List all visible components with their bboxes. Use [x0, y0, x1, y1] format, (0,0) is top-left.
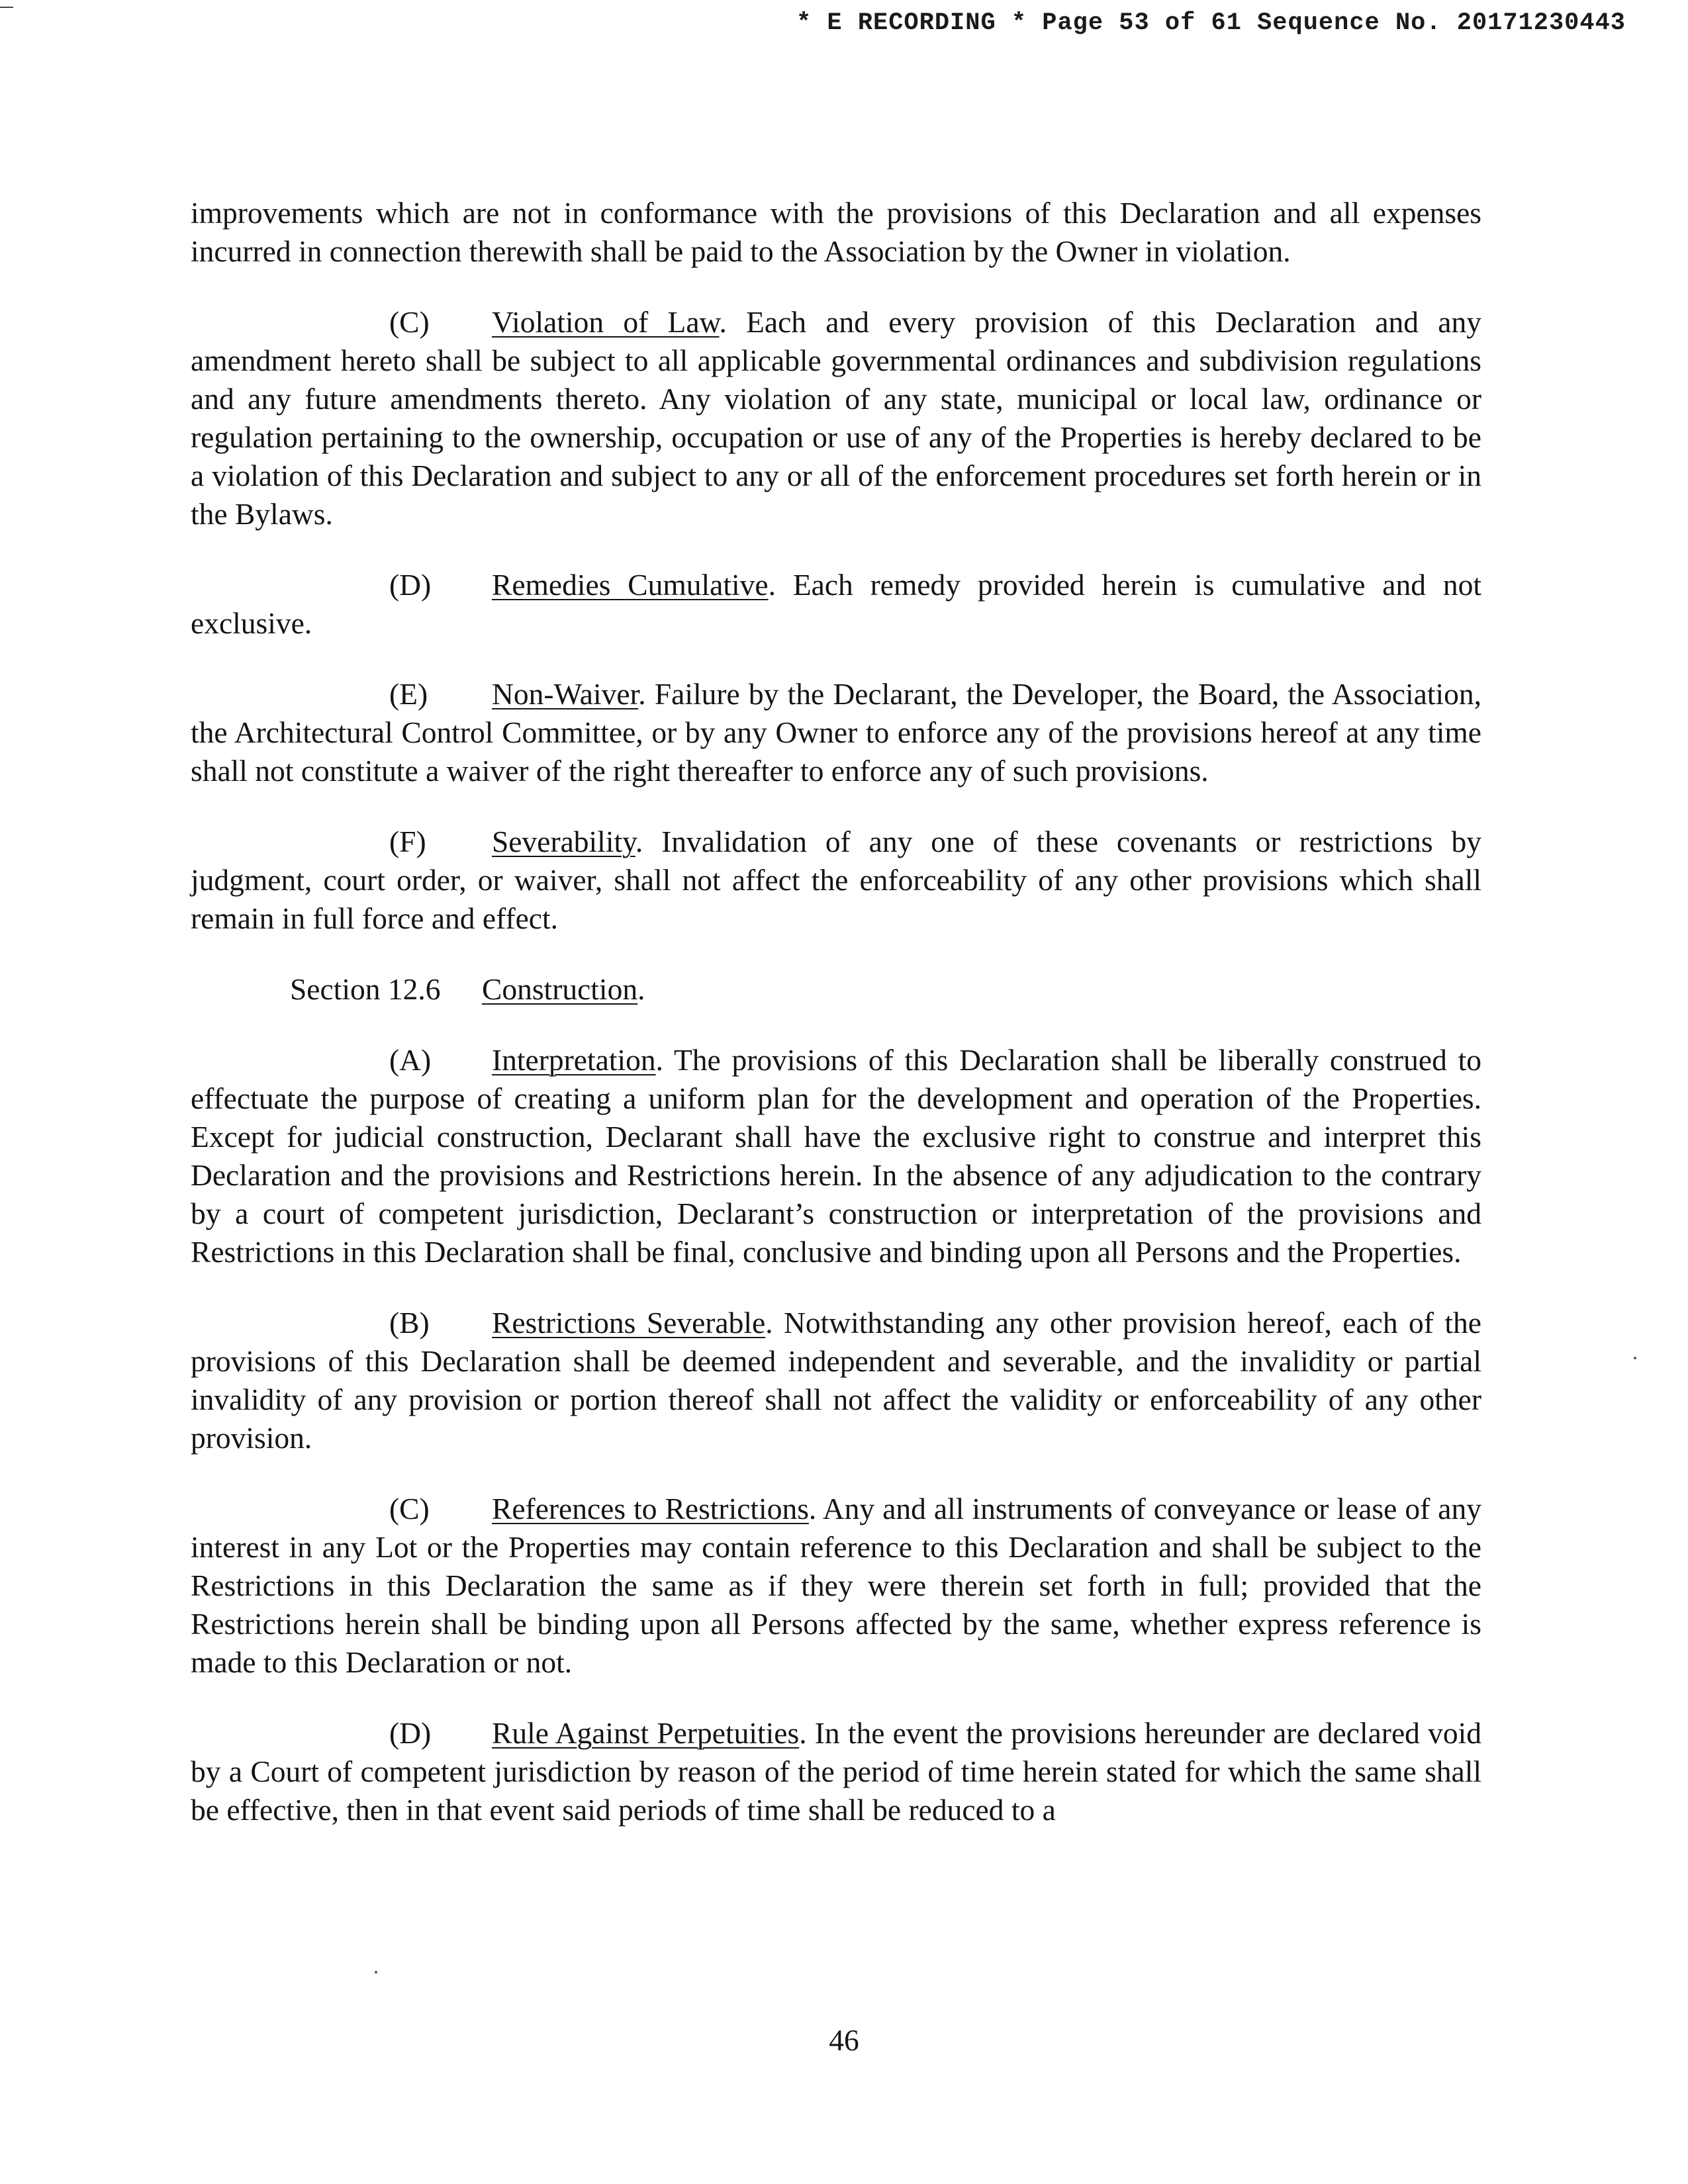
document-body [191, 194, 1481, 1862]
paragraph-d-rule-against-perpetuities [191, 1714, 1481, 1829]
item-text: . In the event the provisions hereunder are declared void by a Court of competent jurisdiction by reason of the period of time herein stated for which the same shall be effective, then in that event said periods of time shall be reduced to a [191, 1716, 1481, 1827]
item-title: Restrictions Severable [492, 1306, 766, 1340]
paragraph-continuation: improvements which are not in conformance with the provisions of this Declaration and all expenses incurred in connection therewith shall be paid to the Association by the Owner in violation. [191, 196, 1481, 268]
item-label: (D) [389, 568, 432, 602]
item-title: Severability [492, 825, 635, 858]
scan-speck [1634, 1357, 1636, 1359]
item-text: . Failure by the Declarant, the Developer, the Board, the Association, the Architectural Control Committee, or by any Owner to enforce any of the provisions hereof at any time shall not constitute a waiver of the right thereafter to enforce any of such provisions. [191, 677, 1481, 788]
item-label: (C) [389, 1492, 430, 1525]
paragraph-b-restrictions-severable [191, 1304, 1481, 1457]
scan-speck [375, 1971, 377, 1974]
item-title: Non-Waiver [492, 677, 639, 711]
item-title: Rule Against Perpetuities [492, 1716, 800, 1750]
recording-stamp: * E RECORDING * Page 53 of 61 Sequence No. 20171230443 [796, 9, 1626, 37]
paragraph-e-non-waiver [191, 675, 1481, 790]
item-label: (D) [389, 1716, 432, 1750]
section-12-6-heading [191, 970, 1481, 1009]
item-title: Violation of Law [492, 305, 720, 339]
item-text: . Any and all instruments of conveyance or lease of any interest in any Lot or the Properties may contain reference to this Declaration and shall be subject to the Restrictions in this Declaration the same as if they were therein set forth in full; provided that the Restrictions herein shall be binding upon all Persons affected by the same, whether express reference is made to this Declaration or not. [191, 1492, 1481, 1679]
item-label: (C) [389, 305, 430, 339]
section-title: Construction [482, 972, 638, 1006]
paragraph-c-references-to-restrictions [191, 1490, 1481, 1682]
paragraph-c-violation-of-law [191, 303, 1481, 533]
item-text: . Each remedy provided herein is cumulative and not exclusive. [191, 568, 1481, 640]
item-label: (A) [389, 1043, 432, 1077]
item-label: (B) [389, 1306, 430, 1340]
paragraph-a-interpretation [191, 1041, 1481, 1271]
item-text: . Each and every provision of this Declaration and any amendment hereto shall be subject to all applicable governmental ordinances and subdivision regulations and any future amendments thereto. Any violation of any state, municipal or local law, ordinance or regulation pertaining to the ownership, occupation or use of any of the Properties is hereby declared to be a violation of this Declaration and subject to any or all of the enforcement procedures set forth herein or in the Bylaws. [191, 305, 1481, 531]
item-text: . Notwithstanding any other provision hereof, each of the provisions of this Declaration shall be deemed independent and severable, and the invalidity or partial invalidity of any provision or portion thereof shall not affect the validity or enforceability of any other provision. [191, 1306, 1481, 1455]
paragraph-f-severability [191, 823, 1481, 938]
item-label: (E) [389, 677, 428, 711]
item-title: Interpretation [492, 1043, 656, 1077]
item-label: (F) [389, 825, 426, 858]
paragraph-d-remedies-cumulative [191, 566, 1481, 643]
item-title: Remedies Cumulative [492, 568, 769, 602]
section-text: . [637, 972, 645, 1006]
scan-corner-mark [0, 7, 13, 8]
section-label: Section 12.6 [290, 972, 441, 1006]
item-title: References to Restrictions [492, 1492, 809, 1525]
page-number: 46 [829, 2023, 859, 2057]
item-text: . Invalidation of any one of these covenants or restrictions by judgment, court order, or waiver, shall not affect the enforceability of any other provisions which shall remain in full force and effect. [191, 825, 1481, 935]
item-text: . The provisions of this Declaration shall be liberally construed to effectuate the purpose of creating a uniform plan for the development and operation of the Properties. Except for judicial construction, Declarant shall have the exclusive right to construe and interpret this Declaration and the provisions and Restrictions herein. In the absence of any adjudication to the contrary by a court of competent jurisdiction, Declarant’s construction or interpretation of the provisions and Restrictions in this Declaration shall be final, conclusive and binding upon all Persons and the Properties. [191, 1043, 1481, 1269]
